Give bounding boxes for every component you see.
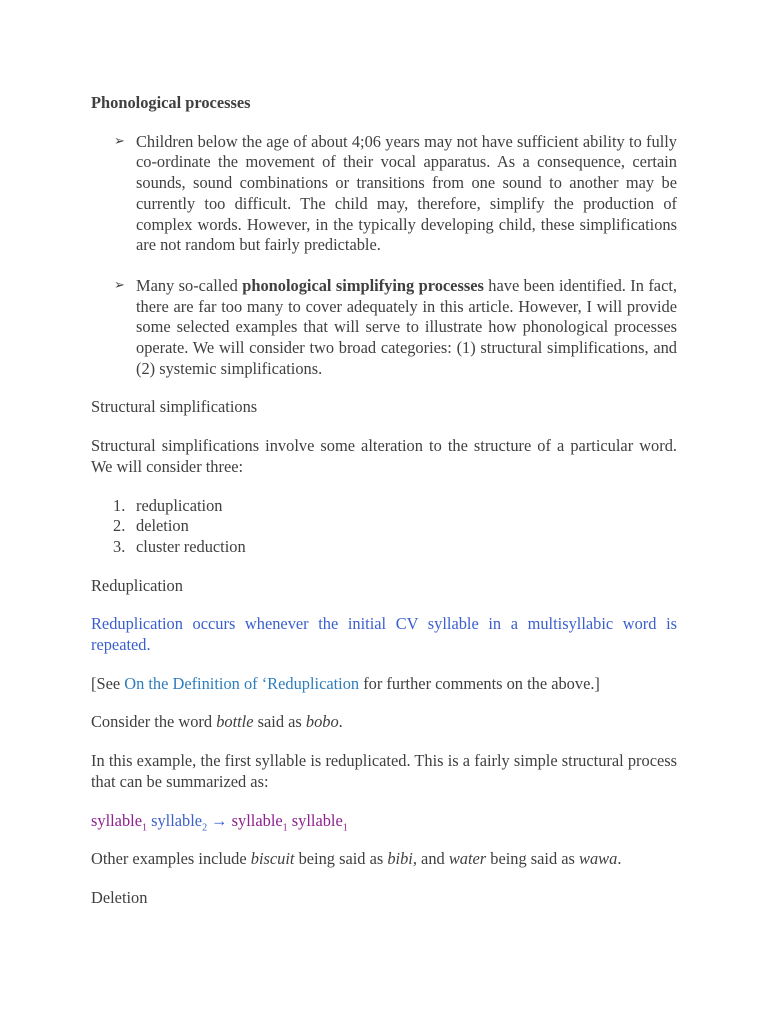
structural-intro: Structural simplifications involve some alteration to the structure of a particular word. We will consider three: <box>91 436 677 476</box>
example-word: water <box>448 849 487 869</box>
list-number: 2. <box>113 516 126 536</box>
other-text: Other examples include <box>91 849 251 869</box>
list-label: deletion <box>136 516 189 536</box>
consider-text: said as <box>253 712 306 732</box>
section-heading-structural: Structural simplifications <box>91 397 258 417</box>
other-examples <box>91 849 677 870</box>
list-item <box>91 537 677 558</box>
list-item <box>91 516 677 537</box>
consider-sentence <box>91 712 677 733</box>
see-after: for further comments on the above.] <box>359 673 600 693</box>
bullet-text-after: have been identified. In fact, there are far too many to cover adequately in this article. However, I will provide some selected examples that will serve to illustrate how phonological processes operate. We will consider two broad categories: (1) structural simplifications, and (2) systemic simplifications. <box>136 275 677 378</box>
section-heading-deletion: Deletion <box>91 887 148 907</box>
bullet-item <box>91 276 677 380</box>
numbered-list <box>91 496 677 558</box>
list-label: reduplication <box>136 495 223 515</box>
definition-link[interactable]: On the Definition of ‘Reduplication <box>124 673 360 693</box>
other-text: being said as <box>294 849 388 869</box>
page-title: Phonological processes <box>91 93 251 112</box>
formula-subscript: 1 <box>342 821 348 833</box>
example-word: bibi <box>387 849 413 869</box>
other-text: . <box>617 849 622 869</box>
example-word: bottle <box>216 712 254 732</box>
formula-subscript: 2 <box>202 821 208 833</box>
other-text: being said as <box>486 849 580 869</box>
example-word: biscuit <box>250 849 295 869</box>
reduplication-definition: Reduplication occurs whenever the initial CV syllable in a multisyllabic word is repeated. <box>91 614 677 655</box>
formula-term: syllable <box>91 810 142 830</box>
consider-text: . <box>338 712 343 732</box>
list-number: 1. <box>113 495 126 515</box>
other-text: , and <box>412 849 449 869</box>
example-word: bobo <box>305 712 339 732</box>
list-number: 3. <box>113 536 126 556</box>
reduplication-formula <box>91 811 677 832</box>
formula-term: syllable <box>231 810 283 830</box>
document-content <box>91 93 677 909</box>
formula-arrow: → <box>207 810 232 830</box>
list-label: cluster reduction <box>136 536 246 556</box>
bold-term: phonological simplifying processes <box>242 275 484 295</box>
bullet-text: Children below the age of about 4;06 years may not have sufficient ability to fully co-ordinate the movement of their vocal apparatus. As a consequence, certain sounds, sound combinations or transitions from one sound to another may be currently too difficult. The child may, therefore, simplify the production of complex words. However, in the typically developing child, these simplifications are not random but fairly predictable. <box>136 131 677 255</box>
arrowhead-bullet-icon: ➢ <box>114 277 125 293</box>
consider-text: Consider the word <box>91 712 217 732</box>
formula-subscript: 1 <box>141 821 147 833</box>
formula-term: syllable <box>151 810 203 830</box>
example-word: wawa <box>579 849 618 869</box>
bullet-text-before: Many so-called <box>136 275 243 295</box>
see-before: [See <box>91 673 125 693</box>
see-note <box>91 674 677 695</box>
example-explanation: In this example, the first syllable is reduplicated. This is a fairly simple structural process that can be summarized as: <box>91 751 677 791</box>
section-heading-reduplication: Reduplication <box>91 575 183 595</box>
bullet-list <box>91 132 677 380</box>
bullet-item <box>91 132 677 256</box>
list-item <box>91 496 677 517</box>
formula-subscript: 1 <box>282 821 288 833</box>
arrowhead-bullet-icon: ➢ <box>114 133 125 149</box>
formula-term: syllable <box>291 810 343 830</box>
